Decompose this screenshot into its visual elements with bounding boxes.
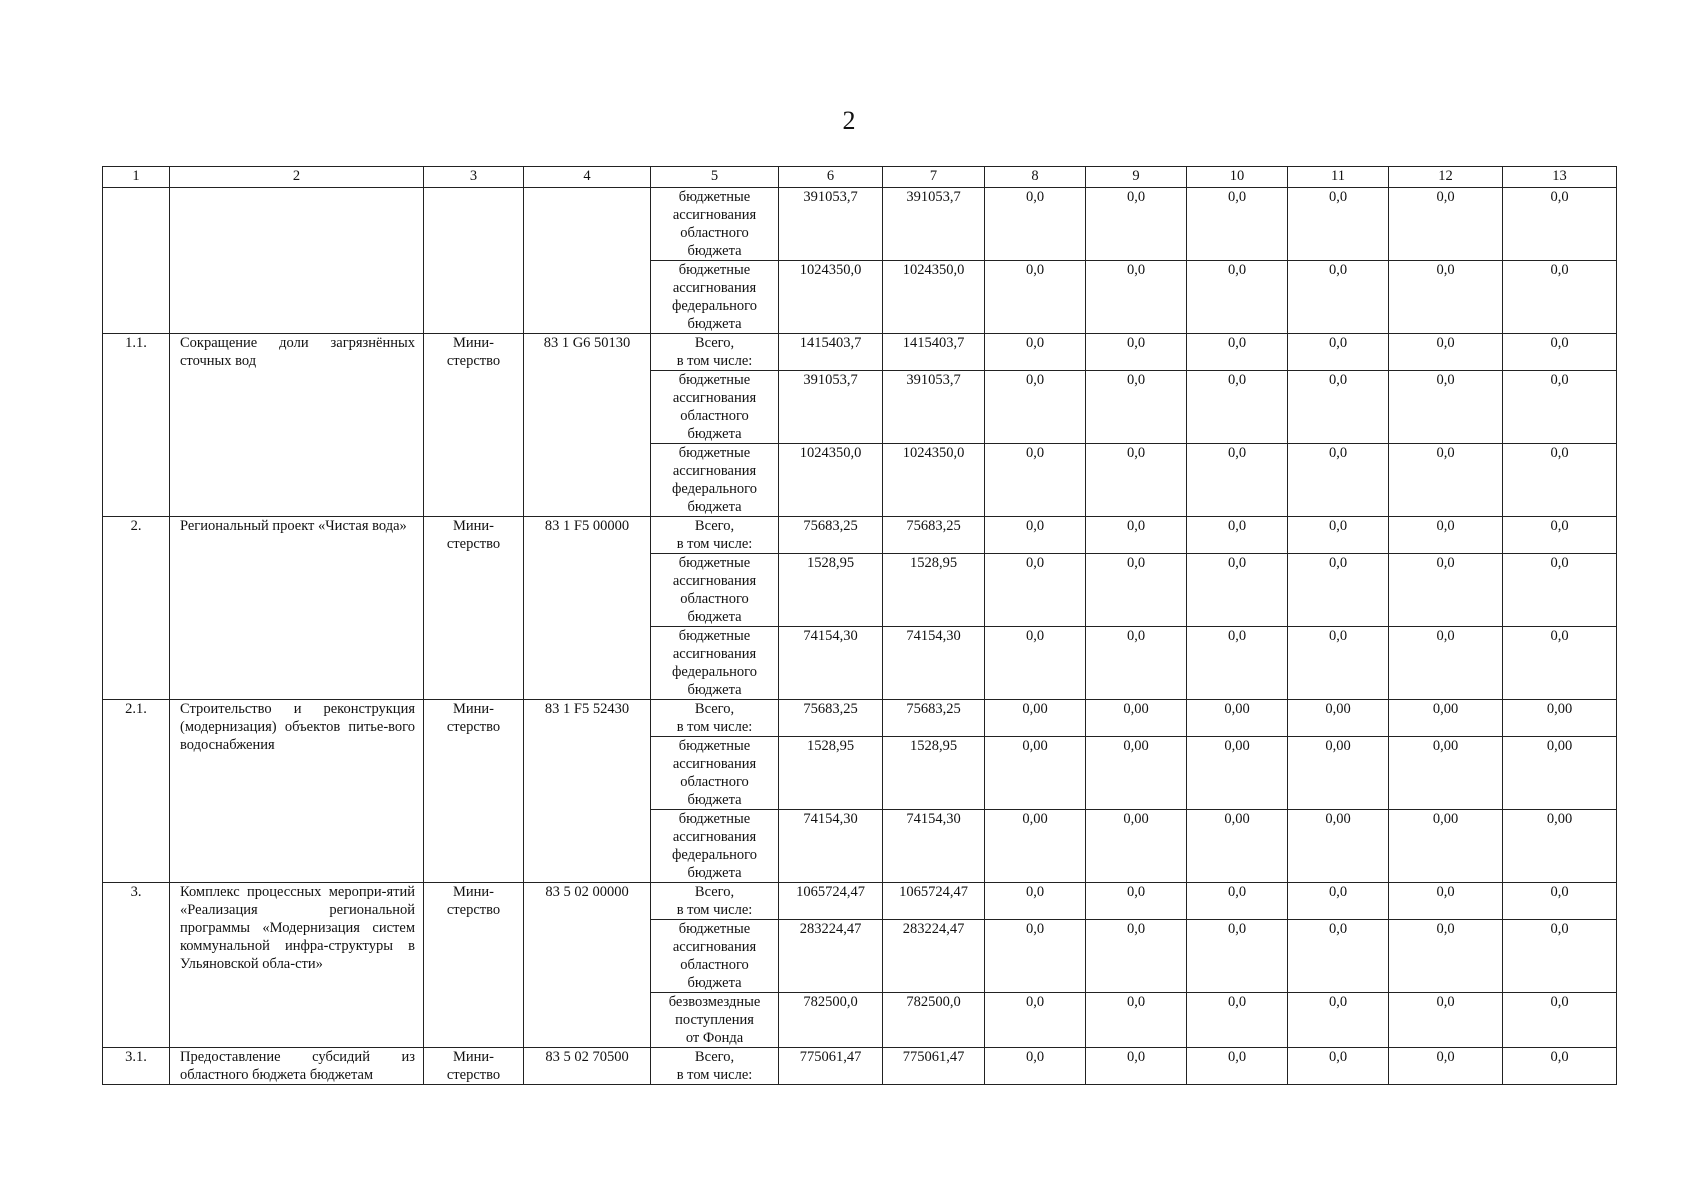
value-cell: 0,0 bbox=[1389, 1048, 1503, 1085]
budget-table bbox=[102, 166, 1617, 1085]
row-number-cell bbox=[103, 188, 170, 334]
source-cell: бюджетные ассигнования федерального бюджета bbox=[651, 444, 779, 517]
value-cell: 0,0 bbox=[1503, 554, 1617, 627]
value-cell: 391053,7 bbox=[883, 371, 985, 444]
source-cell: бюджетные ассигнования областного бюджета bbox=[651, 920, 779, 993]
row-number-cell: 2. bbox=[103, 517, 170, 700]
source-cell: бюджетные ассигнования областного бюджета bbox=[651, 737, 779, 810]
value-cell: 1024350,0 bbox=[883, 261, 985, 334]
source-cell: бюджетные ассигнования федерального бюджета bbox=[651, 627, 779, 700]
executor-cell bbox=[424, 188, 524, 334]
header-row bbox=[103, 167, 1617, 188]
header-cell: 5 bbox=[651, 167, 779, 188]
name-cell: Предоставление субсидий из областного бюджета бюджетам bbox=[170, 1048, 424, 1085]
name-cell bbox=[170, 188, 424, 334]
value-cell: 0,0 bbox=[1288, 554, 1389, 627]
table-row bbox=[103, 334, 1617, 371]
table-row bbox=[103, 517, 1617, 554]
value-cell: 0,00 bbox=[1503, 810, 1617, 883]
header-cell: 4 bbox=[524, 167, 651, 188]
value-cell: 1024350,0 bbox=[779, 261, 883, 334]
value-cell: 0,0 bbox=[1086, 1048, 1187, 1085]
executor-cell: Мини- стерство bbox=[424, 1048, 524, 1085]
value-cell: 0,0 bbox=[1187, 517, 1288, 554]
value-cell: 0,0 bbox=[1086, 920, 1187, 993]
name-cell: Сокращение доли загрязнённых сточных вод bbox=[170, 334, 424, 517]
executor-cell: Мини- стерство bbox=[424, 517, 524, 700]
value-cell: 1528,95 bbox=[779, 554, 883, 627]
value-cell: 0,0 bbox=[1288, 188, 1389, 261]
value-cell: 0,0 bbox=[1187, 1048, 1288, 1085]
value-cell: 0,0 bbox=[1288, 1048, 1389, 1085]
value-cell: 0,00 bbox=[1389, 810, 1503, 883]
header-cell: 6 bbox=[779, 167, 883, 188]
header-cell: 10 bbox=[1187, 167, 1288, 188]
value-cell: 0,0 bbox=[1389, 993, 1503, 1048]
value-cell: 0,0 bbox=[985, 261, 1086, 334]
value-cell: 0,0 bbox=[1086, 261, 1187, 334]
value-cell: 0,0 bbox=[1288, 334, 1389, 371]
value-cell: 0,00 bbox=[1288, 700, 1389, 737]
value-cell: 0,0 bbox=[1288, 261, 1389, 334]
value-cell: 0,00 bbox=[1288, 810, 1389, 883]
value-cell: 0,0 bbox=[1187, 371, 1288, 444]
value-cell: 75683,25 bbox=[883, 700, 985, 737]
value-cell: 0,0 bbox=[1086, 371, 1187, 444]
value-cell: 75683,25 bbox=[883, 517, 985, 554]
value-cell: 0,0 bbox=[1503, 334, 1617, 371]
value-cell: 391053,7 bbox=[779, 188, 883, 261]
executor-cell: Мини- стерство bbox=[424, 334, 524, 517]
value-cell: 74154,30 bbox=[779, 810, 883, 883]
value-cell: 0,0 bbox=[1288, 883, 1389, 920]
header-cell: 2 bbox=[170, 167, 424, 188]
value-cell: 0,00 bbox=[1503, 737, 1617, 810]
value-cell: 74154,30 bbox=[883, 810, 985, 883]
value-cell: 0,0 bbox=[985, 993, 1086, 1048]
value-cell: 0,0 bbox=[1086, 993, 1187, 1048]
row-number-cell: 3. bbox=[103, 883, 170, 1048]
value-cell: 1024350,0 bbox=[883, 444, 985, 517]
value-cell: 74154,30 bbox=[779, 627, 883, 700]
value-cell: 0,0 bbox=[1288, 920, 1389, 993]
value-cell: 0,0 bbox=[1086, 188, 1187, 261]
value-cell: 0,0 bbox=[985, 920, 1086, 993]
value-cell: 0,0 bbox=[1288, 371, 1389, 444]
value-cell: 0,00 bbox=[1086, 700, 1187, 737]
value-cell: 283224,47 bbox=[779, 920, 883, 993]
value-cell: 1528,95 bbox=[883, 737, 985, 810]
value-cell: 0,0 bbox=[1389, 920, 1503, 993]
value-cell: 0,0 bbox=[1187, 883, 1288, 920]
value-cell: 0,0 bbox=[1187, 920, 1288, 993]
value-cell: 1024350,0 bbox=[779, 444, 883, 517]
value-cell: 0,0 bbox=[1503, 627, 1617, 700]
value-cell: 391053,7 bbox=[883, 188, 985, 261]
table-row bbox=[103, 883, 1617, 920]
source-cell: Всего, в том числе: bbox=[651, 517, 779, 554]
page-number: 2 bbox=[842, 106, 856, 135]
header-cell: 12 bbox=[1389, 167, 1503, 188]
row-number-cell: 3.1. bbox=[103, 1048, 170, 1085]
code-cell: 83 1 F5 52430 bbox=[524, 700, 651, 883]
source-cell: Всего, в том числе: bbox=[651, 1048, 779, 1085]
code-cell: 83 1 G6 50130 bbox=[524, 334, 651, 517]
row-number-cell: 1.1. bbox=[103, 334, 170, 517]
source-cell: Всего, в том числе: bbox=[651, 700, 779, 737]
value-cell: 0,0 bbox=[1187, 554, 1288, 627]
value-cell: 0,0 bbox=[1503, 188, 1617, 261]
value-cell: 0,0 bbox=[1389, 261, 1503, 334]
value-cell: 0,00 bbox=[1187, 810, 1288, 883]
value-cell: 0,00 bbox=[1503, 700, 1617, 737]
value-cell: 0,0 bbox=[1288, 993, 1389, 1048]
source-cell: бюджетные ассигнования федерального бюджета bbox=[651, 810, 779, 883]
value-cell: 283224,47 bbox=[883, 920, 985, 993]
value-cell: 0,0 bbox=[1086, 554, 1187, 627]
value-cell: 0,00 bbox=[985, 737, 1086, 810]
value-cell: 0,0 bbox=[985, 627, 1086, 700]
value-cell: 0,0 bbox=[1389, 627, 1503, 700]
value-cell: 0,0 bbox=[1389, 883, 1503, 920]
value-cell: 0,0 bbox=[1503, 444, 1617, 517]
value-cell: 0,0 bbox=[1187, 188, 1288, 261]
table-row bbox=[103, 700, 1617, 737]
value-cell: 0,00 bbox=[1086, 810, 1187, 883]
value-cell: 0,00 bbox=[1288, 737, 1389, 810]
value-cell: 0,0 bbox=[1288, 627, 1389, 700]
value-cell: 775061,47 bbox=[779, 1048, 883, 1085]
value-cell: 0,0 bbox=[1503, 261, 1617, 334]
value-cell: 1528,95 bbox=[883, 554, 985, 627]
value-cell: 782500,0 bbox=[883, 993, 985, 1048]
value-cell: 0,0 bbox=[1086, 627, 1187, 700]
source-cell: Всего, в том числе: bbox=[651, 334, 779, 371]
value-cell: 0,0 bbox=[1389, 371, 1503, 444]
table-row bbox=[103, 1048, 1617, 1085]
value-cell: 0,0 bbox=[985, 371, 1086, 444]
header-cell: 11 bbox=[1288, 167, 1389, 188]
value-cell: 0,00 bbox=[985, 700, 1086, 737]
value-cell: 0,00 bbox=[985, 810, 1086, 883]
code-cell: 83 5 02 00000 bbox=[524, 883, 651, 1048]
value-cell: 0,0 bbox=[1187, 261, 1288, 334]
value-cell: 0,0 bbox=[985, 444, 1086, 517]
value-cell: 0,0 bbox=[1389, 554, 1503, 627]
value-cell: 0,0 bbox=[1389, 334, 1503, 371]
value-cell: 0,0 bbox=[1086, 517, 1187, 554]
header-cell: 3 bbox=[424, 167, 524, 188]
source-cell: безвозмездные поступления от Фонда bbox=[651, 993, 779, 1048]
value-cell: 0,0 bbox=[1187, 993, 1288, 1048]
value-cell: 0,0 bbox=[985, 554, 1086, 627]
value-cell: 0,0 bbox=[985, 1048, 1086, 1085]
value-cell: 0,0 bbox=[985, 334, 1086, 371]
value-cell: 0,0 bbox=[1086, 883, 1187, 920]
value-cell: 0,0 bbox=[1187, 627, 1288, 700]
header-cell: 13 bbox=[1503, 167, 1617, 188]
value-cell: 391053,7 bbox=[779, 371, 883, 444]
value-cell: 0,0 bbox=[1503, 883, 1617, 920]
value-cell: 1065724,47 bbox=[883, 883, 985, 920]
value-cell: 0,0 bbox=[1389, 188, 1503, 261]
value-cell: 0,0 bbox=[985, 188, 1086, 261]
value-cell: 75683,25 bbox=[779, 517, 883, 554]
value-cell: 0,0 bbox=[1503, 1048, 1617, 1085]
name-cell: Региональный проект «Чистая вода» bbox=[170, 517, 424, 700]
value-cell: 75683,25 bbox=[779, 700, 883, 737]
code-cell bbox=[524, 188, 651, 334]
value-cell: 0,0 bbox=[985, 517, 1086, 554]
source-cell: бюджетные ассигнования областного бюджета bbox=[651, 371, 779, 444]
value-cell: 0,0 bbox=[1503, 920, 1617, 993]
executor-cell: Мини- стерство bbox=[424, 700, 524, 883]
value-cell: 1415403,7 bbox=[883, 334, 985, 371]
header-cell: 1 bbox=[103, 167, 170, 188]
table-row bbox=[103, 188, 1617, 261]
value-cell: 0,0 bbox=[1503, 371, 1617, 444]
value-cell: 0,00 bbox=[1187, 700, 1288, 737]
value-cell: 1065724,47 bbox=[779, 883, 883, 920]
row-number-cell: 2.1. bbox=[103, 700, 170, 883]
value-cell: 0,00 bbox=[1086, 737, 1187, 810]
name-cell: Строительство и реконструкция (модернизация) объектов питье-вого водоснабжения bbox=[170, 700, 424, 883]
value-cell: 0,0 bbox=[1187, 444, 1288, 517]
value-cell: 0,0 bbox=[1288, 444, 1389, 517]
source-cell: бюджетные ассигнования областного бюджета bbox=[651, 188, 779, 261]
value-cell: 0,0 bbox=[1086, 334, 1187, 371]
header-cell: 7 bbox=[883, 167, 985, 188]
value-cell: 0,00 bbox=[1187, 737, 1288, 810]
value-cell: 0,0 bbox=[1187, 334, 1288, 371]
value-cell: 74154,30 bbox=[883, 627, 985, 700]
value-cell: 0,0 bbox=[1389, 444, 1503, 517]
name-cell: Комплекс процессных меропри-ятий «Реализация региональной программы «Модернизация систем коммунальной инфра-структуры в Ульяновской обла-сти» bbox=[170, 883, 424, 1048]
value-cell: 0,0 bbox=[1086, 444, 1187, 517]
executor-cell: Мини- стерство bbox=[424, 883, 524, 1048]
source-cell: бюджетные ассигнования областного бюджета bbox=[651, 554, 779, 627]
value-cell: 775061,47 bbox=[883, 1048, 985, 1085]
header-cell: 8 bbox=[985, 167, 1086, 188]
value-cell: 1528,95 bbox=[779, 737, 883, 810]
code-cell: 83 1 F5 00000 bbox=[524, 517, 651, 700]
value-cell: 0,0 bbox=[1503, 993, 1617, 1048]
header-cell: 9 bbox=[1086, 167, 1187, 188]
code-cell: 83 5 02 70500 bbox=[524, 1048, 651, 1085]
value-cell: 0,0 bbox=[1389, 517, 1503, 554]
source-cell: Всего, в том числе: bbox=[651, 883, 779, 920]
value-cell: 0,00 bbox=[1389, 700, 1503, 737]
source-cell: бюджетные ассигнования федерального бюджета bbox=[651, 261, 779, 334]
value-cell: 0,00 bbox=[1389, 737, 1503, 810]
value-cell: 0,0 bbox=[1503, 517, 1617, 554]
value-cell: 782500,0 bbox=[779, 993, 883, 1048]
value-cell: 1415403,7 bbox=[779, 334, 883, 371]
value-cell: 0,0 bbox=[1288, 517, 1389, 554]
value-cell: 0,0 bbox=[985, 883, 1086, 920]
